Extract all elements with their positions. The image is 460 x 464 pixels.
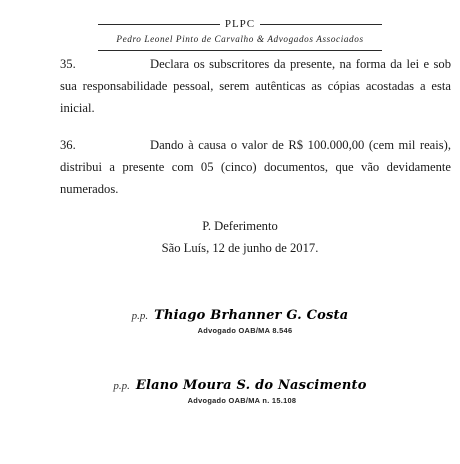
letterhead-rule-bottom bbox=[98, 50, 382, 51]
signature-name: Thiago Brhanner G. Costa bbox=[154, 308, 349, 323]
signature-prefix: p.p. bbox=[113, 380, 130, 392]
signature-name: Elano Moura S. do Nascimento bbox=[135, 378, 367, 393]
signature-prefix: p.p. bbox=[131, 310, 149, 322]
signature-line bbox=[60, 375, 420, 396]
paragraph-35 bbox=[60, 53, 451, 119]
deferimento-line: P. Deferimento bbox=[202, 219, 278, 233]
letterhead-rule-right bbox=[260, 24, 382, 25]
firm-monogram: PLPC bbox=[224, 18, 256, 30]
paragraph-text: Dando à causa o valor de R$ 100.000,00 (cem mil reais), distribui a presente com 05 (cinco) documentos, que vão devidamente numerados. bbox=[60, 138, 451, 196]
signature-role: Advogado OAB/MA n. 15.108 bbox=[187, 396, 297, 405]
paragraph-text: Declara os subscritores da presente, na forma da lei e sob sua responsabilidade pessoal, serem autênticas as cópias acostadas a esta inicial. bbox=[60, 57, 451, 115]
signature-line bbox=[60, 305, 420, 326]
letterhead-rule-left bbox=[98, 24, 220, 25]
paragraph-36 bbox=[60, 134, 451, 200]
paragraph-number: 36. bbox=[60, 138, 76, 152]
signature-role: Advogado OAB/MA 8.546 bbox=[197, 326, 293, 335]
signature-block bbox=[60, 305, 420, 336]
firm-name: Pedro Leonel Pinto de Carvalho & Advogados Associados bbox=[116, 34, 364, 44]
place-date-line: São Luís, 12 de junho de 2017. bbox=[161, 241, 319, 255]
letterhead bbox=[0, 14, 460, 54]
signature-block bbox=[60, 375, 420, 406]
paragraph-number: 35. bbox=[60, 57, 76, 71]
